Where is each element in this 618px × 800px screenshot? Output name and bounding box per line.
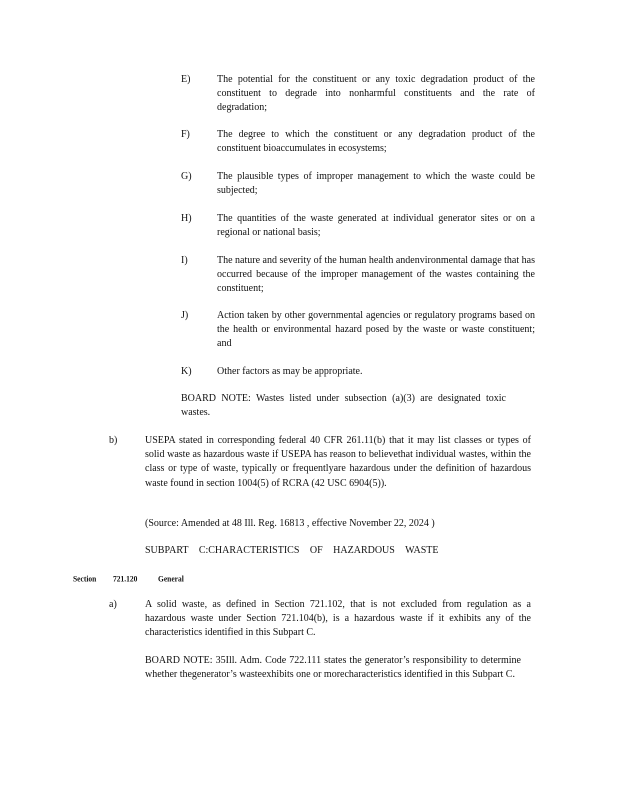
- list-item-text: The degree to which the constituent or any degradation product of the constituent bioaccumulates in ecosystems;: [217, 129, 535, 155]
- list-item-label: J): [181, 310, 189, 321]
- list-item-text: The quantities of the waste generated at individual generator sites or on a regional or national basis;: [217, 213, 535, 239]
- board-note: BOARD NOTE: Wastes listed under subsection (a)(3) are designated toxic wastes.: [181, 393, 506, 419]
- section-number: 721.120: [113, 573, 138, 584]
- list-item-label: F): [181, 129, 190, 140]
- list-item-label: K): [181, 366, 192, 377]
- list-item-label: H): [181, 213, 192, 224]
- subsection-text: A solid waste, as defined in Section 721.102, that is not excluded from regulation as a hazardous waste under Section 721.104(b), is a hazardous waste if it exhibits any of the characteristics identified in this Subpart C.: [145, 599, 531, 639]
- list-item-text: The plausible types of improper management to which the waste could be subjected;: [217, 171, 535, 197]
- subsection-text: USEPA stated in corresponding federal 40 CFR 261.11(b) that it may list classes or types of solid waste as hazardous waste if USEPA has reason to believethat individual wastes, within the class or type of waste, typically or frequentlyare hazardous under the definition of hazardous waste found in section 1004(5) of RCRA (42 USC 6904(5)).: [145, 435, 531, 489]
- subpart-heading: SUBPART C:CHARACTERISTICS OF HAZARDOUS WASTE: [145, 545, 439, 556]
- board-note: BOARD NOTE: 35Ill. Adm. Code 722.111 states the generator’s responsibility to determine whether thegenerator’s wasteexhibits one or morecharacteristics identified in this Subpart C.: [145, 655, 521, 681]
- list-item-label: I): [181, 255, 188, 266]
- list-item-text: The nature and severity of the human health andenvironmental damage that has occurred because of the improper management of the wastes containing the constituent;: [217, 255, 535, 295]
- list-item-label: G): [181, 171, 192, 182]
- list-item-text: The potential for the constituent or any toxic degradation product of the constituent to degrade into nonharmful constituents and the rate of degradation;: [217, 74, 535, 114]
- source-note: (Source: Amended at 48 Ill. Reg. 16813 , effective November 22, 2024 ): [145, 518, 435, 529]
- section-title: General: [158, 573, 184, 584]
- subsection-label: b): [109, 435, 118, 446]
- list-item-label: E): [181, 74, 191, 85]
- subsection-label: a): [109, 599, 117, 610]
- section-word: Section: [73, 573, 97, 584]
- list-item-text: Action taken by other governmental agencies or regulatory programs based on the health or environmental hazard posed by the waste or waste constituent; and: [217, 310, 535, 350]
- list-item-text: Other factors as may be appropriate.: [217, 366, 363, 377]
